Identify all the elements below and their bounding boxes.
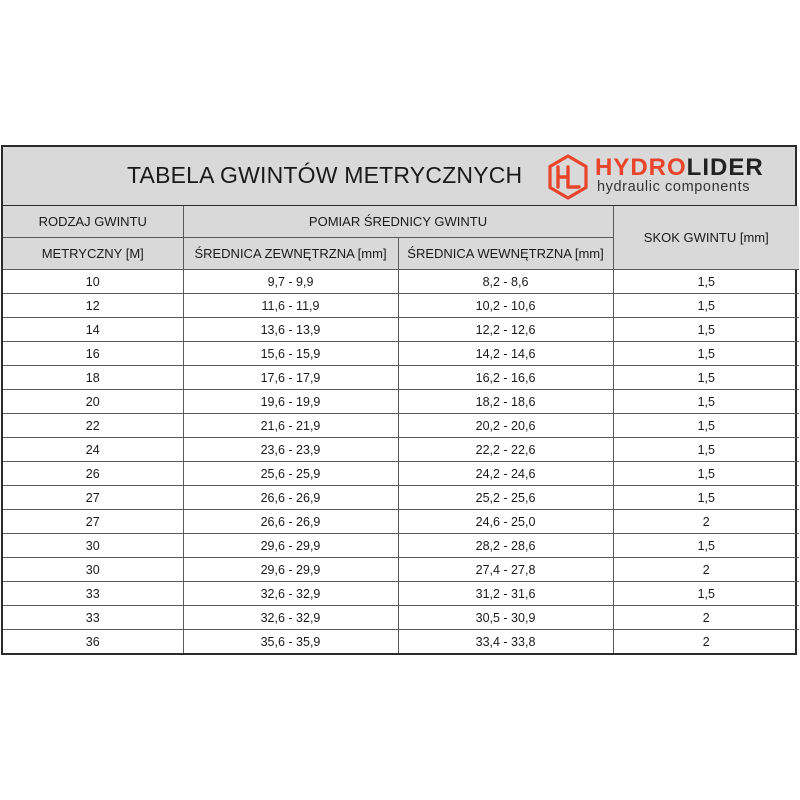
cell-pitch: 1,5 [613, 462, 799, 486]
cell-inner: 18,2 - 18,6 [398, 390, 613, 414]
cell-outer: 29,6 - 29,9 [183, 558, 398, 582]
cell-outer: 25,6 - 25,9 [183, 462, 398, 486]
table-row [3, 390, 799, 414]
cell-inner: 16,2 - 16,6 [398, 366, 613, 390]
cell-inner: 28,2 - 28,6 [398, 534, 613, 558]
cell-outer: 35,6 - 35,9 [183, 630, 398, 654]
hydrolider-logo [545, 154, 775, 198]
table-row [3, 558, 799, 582]
cell-pitch: 1,5 [613, 414, 799, 438]
table-row [3, 582, 799, 606]
header-pitch: SKOK GWINTU [mm] [613, 206, 799, 270]
cell-inner: 20,2 - 20,6 [398, 414, 613, 438]
cell-outer: 13,6 - 13,9 [183, 318, 398, 342]
cell-inner: 24,2 - 24,6 [398, 462, 613, 486]
header-inner-diameter: ŚREDNICA WEWNĘTRZNA [mm] [398, 238, 613, 270]
cell-metric: 27 [3, 510, 183, 534]
table-row [3, 318, 799, 342]
cell-outer: 21,6 - 21,9 [183, 414, 398, 438]
table-row [3, 534, 799, 558]
header-thread-type-top: RODZAJ GWINTU [3, 206, 183, 238]
cell-pitch: 2 [613, 510, 799, 534]
table-row [3, 270, 799, 294]
cell-metric: 30 [3, 534, 183, 558]
table-body [3, 270, 799, 654]
thread-table-sheet [1, 145, 797, 655]
cell-pitch: 2 [613, 606, 799, 630]
cell-outer: 29,6 - 29,9 [183, 534, 398, 558]
cell-inner: 30,5 - 30,9 [398, 606, 613, 630]
cell-pitch: 1,5 [613, 438, 799, 462]
cell-pitch: 1,5 [613, 270, 799, 294]
table-row [3, 414, 799, 438]
cell-pitch: 1,5 [613, 534, 799, 558]
cell-outer: 19,6 - 19,9 [183, 390, 398, 414]
cell-metric: 30 [3, 558, 183, 582]
cell-inner: 31,2 - 31,6 [398, 582, 613, 606]
cell-outer: 11,6 - 11,9 [183, 294, 398, 318]
cell-metric: 16 [3, 342, 183, 366]
cell-metric: 20 [3, 390, 183, 414]
cell-outer: 32,6 - 32,9 [183, 606, 398, 630]
cell-pitch: 1,5 [613, 486, 799, 510]
cell-metric: 36 [3, 630, 183, 654]
cell-pitch: 1,5 [613, 366, 799, 390]
table-row [3, 366, 799, 390]
table-row [3, 462, 799, 486]
cell-inner: 12,2 - 12,6 [398, 318, 613, 342]
table-row [3, 438, 799, 462]
cell-metric: 33 [3, 606, 183, 630]
cell-inner: 14,2 - 14,6 [398, 342, 613, 366]
table-row [3, 606, 799, 630]
cell-outer: 9,7 - 9,9 [183, 270, 398, 294]
cell-metric: 24 [3, 438, 183, 462]
table-row [3, 486, 799, 510]
logo-word-part2: LIDER [686, 154, 764, 181]
cell-pitch: 1,5 [613, 390, 799, 414]
header-outer-diameter: ŚREDNICA ZEWNĘTRZNA [mm] [183, 238, 398, 270]
cell-pitch: 2 [613, 630, 799, 654]
cell-inner: 10,2 - 10,6 [398, 294, 613, 318]
cell-metric: 12 [3, 294, 183, 318]
cell-pitch: 1,5 [613, 294, 799, 318]
table-row [3, 342, 799, 366]
cell-metric: 14 [3, 318, 183, 342]
cell-metric: 18 [3, 366, 183, 390]
header-diameter-group: POMIAR ŚREDNICY GWINTU [183, 206, 613, 238]
cell-inner: 33,4 - 33,8 [398, 630, 613, 654]
cell-pitch: 2 [613, 558, 799, 582]
cell-inner: 27,4 - 27,8 [398, 558, 613, 582]
table-row [3, 510, 799, 534]
cell-metric: 33 [3, 582, 183, 606]
cell-outer: 26,6 - 26,9 [183, 486, 398, 510]
cell-metric: 10 [3, 270, 183, 294]
table-row [3, 630, 799, 654]
logo-tagline: hydraulic components [597, 179, 751, 195]
cell-outer: 26,6 - 26,9 [183, 510, 398, 534]
logo-wordmark [595, 156, 764, 180]
header-thread-type-bottom: METRYCZNY [M] [3, 238, 183, 270]
cell-inner: 25,2 - 25,6 [398, 486, 613, 510]
cell-metric: 27 [3, 486, 183, 510]
metric-thread-table [3, 206, 799, 653]
cell-pitch: 1,5 [613, 342, 799, 366]
cell-outer: 23,6 - 23,9 [183, 438, 398, 462]
cell-pitch: 1,5 [613, 582, 799, 606]
cell-metric: 22 [3, 414, 183, 438]
hexagon-hl-logo-icon [545, 154, 591, 200]
cell-inner: 8,2 - 8,6 [398, 270, 613, 294]
cell-outer: 15,6 - 15,9 [183, 342, 398, 366]
cell-inner: 22,2 - 22,6 [398, 438, 613, 462]
cell-outer: 17,6 - 17,9 [183, 366, 398, 390]
cell-outer: 32,6 - 32,9 [183, 582, 398, 606]
table-row [3, 294, 799, 318]
cell-inner: 24,6 - 25,0 [398, 510, 613, 534]
logo-word-part1: HYDRO [595, 154, 687, 181]
cell-metric: 26 [3, 462, 183, 486]
title-bar [3, 147, 795, 206]
page-title: TABELA GWINTÓW METRYCZNYCH [127, 162, 523, 188]
cell-pitch: 1,5 [613, 318, 799, 342]
